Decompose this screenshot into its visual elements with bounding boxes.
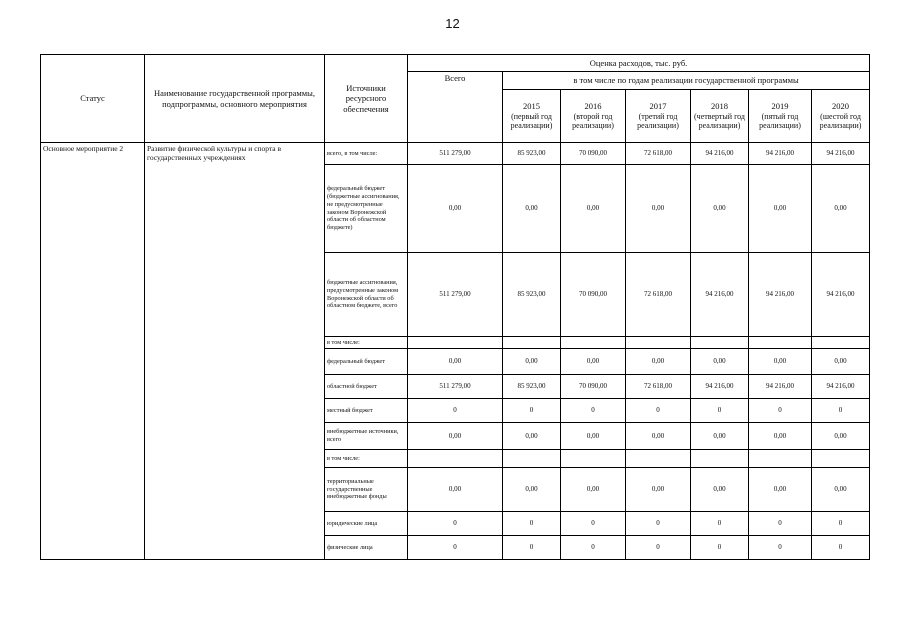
year-value-cell: 0: [626, 512, 691, 536]
year-value-cell: 72 618,00: [626, 143, 691, 165]
year-value-cell: [561, 337, 626, 349]
total-value-cell: 0,00: [408, 349, 503, 375]
year-header: [626, 90, 691, 143]
year-value-cell: 72 618,00: [626, 375, 691, 399]
year-value-cell: 70 090,00: [561, 143, 626, 165]
year-value-cell: 70 090,00: [561, 375, 626, 399]
year-value-cell: 0,00: [749, 423, 812, 450]
total-value-cell: 511 279,00: [408, 143, 503, 165]
source-cell: физические лица: [325, 536, 408, 560]
source-cell: юридические лица: [325, 512, 408, 536]
year-value-cell: [503, 450, 561, 468]
year-value-cell: 0,00: [503, 468, 561, 512]
year-value-cell: [626, 337, 691, 349]
total-value-cell: [408, 450, 503, 468]
year-value-cell: 0,00: [626, 468, 691, 512]
year-header: [812, 90, 870, 143]
sources-header: Источники ресурсного обеспечения: [325, 55, 408, 143]
year-value-cell: 94 216,00: [749, 253, 812, 337]
year-value-cell: [691, 450, 749, 468]
year-value: 2020: [832, 101, 850, 112]
total-value-cell: 511 279,00: [408, 253, 503, 337]
page-number: 12: [445, 16, 460, 31]
year-value-cell: [503, 337, 561, 349]
budget-table: [40, 54, 870, 560]
year-value-cell: 0: [691, 399, 749, 423]
source-cell: в том числе:: [325, 337, 408, 349]
year-value-cell: 0: [626, 536, 691, 560]
year-value-cell: 0,00: [503, 165, 561, 253]
year-value-cell: [812, 337, 870, 349]
year-label: (третий год реализации): [637, 111, 679, 131]
year-label: (пятый год реализации): [759, 111, 801, 131]
year-value-cell: 94 216,00: [812, 375, 870, 399]
year-header: [749, 90, 812, 143]
program-cell: Развитие физической культуры и спорта в государственных учреждениях: [145, 143, 325, 560]
total-header: Всего: [408, 72, 503, 143]
year-value-cell: [812, 450, 870, 468]
year-value-cell: 0,00: [812, 468, 870, 512]
year-value-cell: 94 216,00: [749, 375, 812, 399]
year-label: (первый год реализации): [510, 111, 553, 131]
year-value-cell: 94 216,00: [691, 375, 749, 399]
year-value-cell: 0: [561, 512, 626, 536]
year-value-cell: 72 618,00: [626, 253, 691, 337]
table-row: [41, 143, 870, 165]
year-value-cell: 0: [749, 399, 812, 423]
program-name-header: Наименование государственной программы, подпрограммы, основного мероприятия: [145, 55, 325, 143]
year-value-cell: 0: [561, 399, 626, 423]
year-value-cell: [749, 337, 812, 349]
year-value-cell: 0,00: [812, 165, 870, 253]
year-value: 2017: [649, 101, 667, 112]
year-value-cell: 0: [812, 536, 870, 560]
year-label: (четвертый год реализации): [694, 111, 745, 131]
source-cell: федеральный бюджет: [325, 349, 408, 375]
total-value-cell: 0,00: [408, 423, 503, 450]
total-value-cell: 0,00: [408, 165, 503, 253]
source-cell: федеральный бюджет (бюджетные ассигнования, не предусмотренные законом Воронежской области об областном бюджете): [325, 165, 408, 253]
year-value-cell: 0: [749, 512, 812, 536]
year-value-cell: 0,00: [749, 349, 812, 375]
year-value: 2018: [711, 101, 728, 112]
year-value-cell: 94 216,00: [691, 143, 749, 165]
year-header: [561, 90, 626, 143]
year-value-cell: 0,00: [691, 349, 749, 375]
source-cell: в том числе:: [325, 450, 408, 468]
year-value-cell: [626, 450, 691, 468]
total-value-cell: 0: [408, 536, 503, 560]
year-value-cell: 0: [626, 399, 691, 423]
source-cell: территориальные государственные внебюджетные фонды: [325, 468, 408, 512]
year-value-cell: 0,00: [812, 423, 870, 450]
status-cell: Основное мероприятие 2: [41, 143, 145, 560]
year-value-cell: 85 923,00: [503, 253, 561, 337]
year-value-cell: 0,00: [749, 468, 812, 512]
year-value-cell: 0: [503, 536, 561, 560]
year-value-cell: 0: [503, 399, 561, 423]
year-value-cell: 0,00: [749, 165, 812, 253]
total-value-cell: [408, 337, 503, 349]
year-value-cell: [691, 337, 749, 349]
year-value-cell: 0: [691, 536, 749, 560]
year-value-cell: 94 216,00: [812, 143, 870, 165]
year-value-cell: 0,00: [691, 165, 749, 253]
year-label: (шестой год реализации): [819, 111, 862, 131]
year-value: 2015: [523, 101, 540, 112]
by-years-header: в том числе по годам реализации государственной программы: [503, 72, 870, 90]
year-value: 2019: [771, 101, 789, 112]
year-value: 2016: [584, 101, 602, 112]
year-value-cell: 0,00: [812, 349, 870, 375]
year-value-cell: 0,00: [626, 165, 691, 253]
year-value-cell: [561, 450, 626, 468]
year-value-cell: 0: [812, 512, 870, 536]
year-value-cell: 0,00: [503, 423, 561, 450]
total-value-cell: 511 279,00: [408, 375, 503, 399]
source-cell: всего, в том числе:: [325, 143, 408, 165]
year-value-cell: 70 090,00: [561, 253, 626, 337]
year-value-cell: [749, 450, 812, 468]
year-value-cell: 94 216,00: [812, 253, 870, 337]
source-cell: бюджетные ассигнования, предусмотренные законом Воронежской области об областном бюджете, всего: [325, 253, 408, 337]
year-value-cell: 0,00: [626, 423, 691, 450]
total-value-cell: 0,00: [408, 468, 503, 512]
source-cell: областной бюджет: [325, 375, 408, 399]
year-value-cell: 0: [812, 399, 870, 423]
year-value-cell: 0: [749, 536, 812, 560]
year-value-cell: 0,00: [626, 349, 691, 375]
year-value-cell: 94 216,00: [691, 253, 749, 337]
year-value-cell: 0,00: [561, 423, 626, 450]
year-value-cell: 0: [503, 512, 561, 536]
year-header: [503, 90, 561, 143]
year-label: (второй год реализации): [572, 111, 614, 131]
source-cell: внебюджетные источники, всего: [325, 423, 408, 450]
total-value-cell: 0: [408, 512, 503, 536]
year-value-cell: 0,00: [561, 468, 626, 512]
year-value-cell: 0,00: [503, 349, 561, 375]
year-value-cell: 85 923,00: [503, 143, 561, 165]
status-header: Статус: [41, 55, 145, 143]
total-value-cell: 0: [408, 399, 503, 423]
year-value-cell: 0,00: [561, 349, 626, 375]
expense-estimate-header: Оценка расходов, тыс. руб.: [408, 55, 870, 72]
year-header: [691, 90, 749, 143]
year-value-cell: 0,00: [691, 423, 749, 450]
source-cell: местный бюджет: [325, 399, 408, 423]
year-value-cell: 85 923,00: [503, 375, 561, 399]
year-value-cell: 0: [691, 512, 749, 536]
year-value-cell: 0,00: [561, 165, 626, 253]
year-value-cell: 0: [561, 536, 626, 560]
year-value-cell: 94 216,00: [749, 143, 812, 165]
year-value-cell: 0,00: [691, 468, 749, 512]
